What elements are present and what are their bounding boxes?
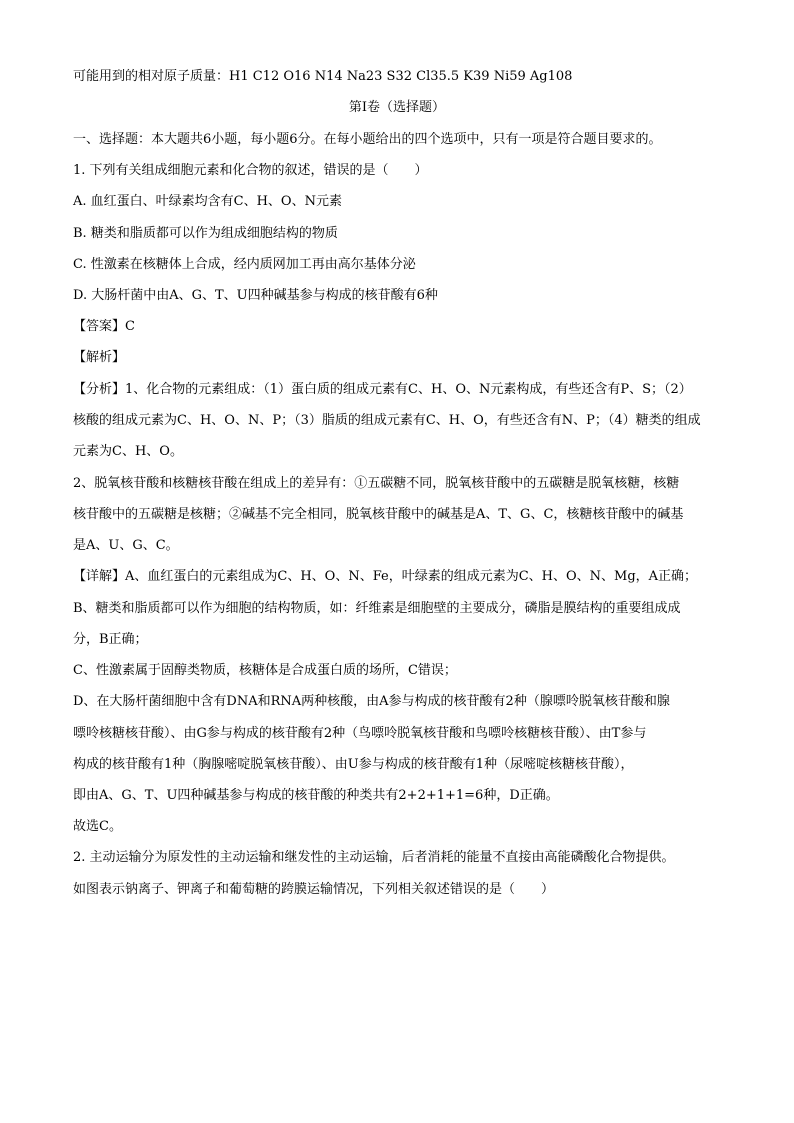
analysis-line: 元素为C、H、O。 — [73, 444, 183, 459]
question-1-stem: 1. 下列有关组成细胞元素和化合物的叙述，错误的是（ ） — [73, 163, 428, 178]
analysis-line: 核酸的组成元素为C、H、O、N、P；（3）脂质的组成元素有C、H、O，有些还含有N、P；（4）糖类的组成 — [73, 413, 701, 428]
question-1-option-d: D. 大肠杆菌中由A、G、T、U四种碱基参与构成的核苷酸有6种 — [73, 288, 438, 303]
detail-line: D、在大肠杆菌细胞中含有DNA和RNA两种核酸，由A参与构成的核苷酸有2种（腺嘌呤脱氧核苷酸和腺 — [73, 694, 670, 709]
detail-line: 嘌呤核糖核苷酸）、由G参与构成的核苷酸有2种（鸟嘌呤脱氧核苷酸和鸟嘌呤核糖核苷酸）、由T参与 — [73, 726, 647, 741]
detail-line: 【详解】A、血红蛋白的元素组成为C、H、O、N、Fe，叶绿素的组成元素为C、H、O、N、Mg，A正确； — [73, 569, 698, 584]
question-2-stem-line: 如图表示钠离子、钾离子和葡萄糖的跨膜运输情况，下列相关叙述错误的是（ ） — [73, 882, 555, 897]
detail-line: 分，B正确； — [73, 632, 148, 647]
analysis-line: 核苷酸中的五碳糖是核糖；②碱基不完全相同，脱氧核苷酸中的碱基是A、T、G、C，核糖核苷酸中的碱基 — [73, 507, 684, 522]
answer-line: 【答案】C — [73, 319, 135, 334]
detail-line: C、性激素属于固醇类物质，核糖体是合成蛋白质的场所，C错误； — [73, 663, 457, 678]
detail-line: B、糖类和脂质都可以作为细胞的结构物质，如：纤维素是细胞壁的主要成分，磷脂是膜结构的重要组成成 — [73, 601, 681, 616]
detail-line: 构成的核苷酸有1种（胸腺嘧啶脱氧核苷酸）、由U参与构成的核苷酸有1种（尿嘧啶核糖核苷酸）， — [73, 757, 634, 772]
question-1-option-c: C. 性激素在核糖体上合成，经内质网加工再由高尔基体分泌 — [73, 257, 416, 272]
detail-line: 故选C。 — [73, 819, 122, 834]
atomic-masses-line: 可能用到的相对原子质量：H1 C12 O16 N14 Na23 S32 Cl35.5 K39 Ni59 Ag108 — [73, 69, 573, 84]
analysis-line: 是A、U、G、C。 — [73, 538, 179, 553]
detail-line: 即由A、G、T、U四种碱基参与构成的核苷酸的种类共有2+2+1+1=6种，D正确。 — [73, 788, 559, 803]
analysis-line: 2、脱氧核苷酸和核糖核苷酸在组成上的差异有：①五碳糖不同，脱氧核苷酸中的五碳糖是脱氧核糖，核糖 — [73, 476, 680, 491]
analysis-line: 【分析】1、化合物的元素组成：（1）蛋白质的组成元素有C、H、O、N元素构成，有些还含有P、S；（2） — [73, 382, 692, 397]
section-title: 第Ⅰ卷（选择题） — [348, 100, 446, 115]
question-1-option-b: B. 糖类和脂质都可以作为组成细胞结构的物质 — [73, 226, 338, 241]
question-2-stem-line: 2. 主动运输分为原发性的主动运输和继发性的主动运输，后者消耗的能量不直接由高能磷酸化合物提供。 — [73, 850, 675, 865]
instructions-line: 一、选择题：本大题共6小题，每小题6分。在每小题给出的四个选项中，只有一项是符合题目要求的。 — [73, 132, 662, 147]
question-1-option-a: A. 血红蛋白、叶绿素均含有C、H、O、N元素 — [73, 194, 342, 209]
analysis-label: 【解析】 — [73, 350, 126, 365]
